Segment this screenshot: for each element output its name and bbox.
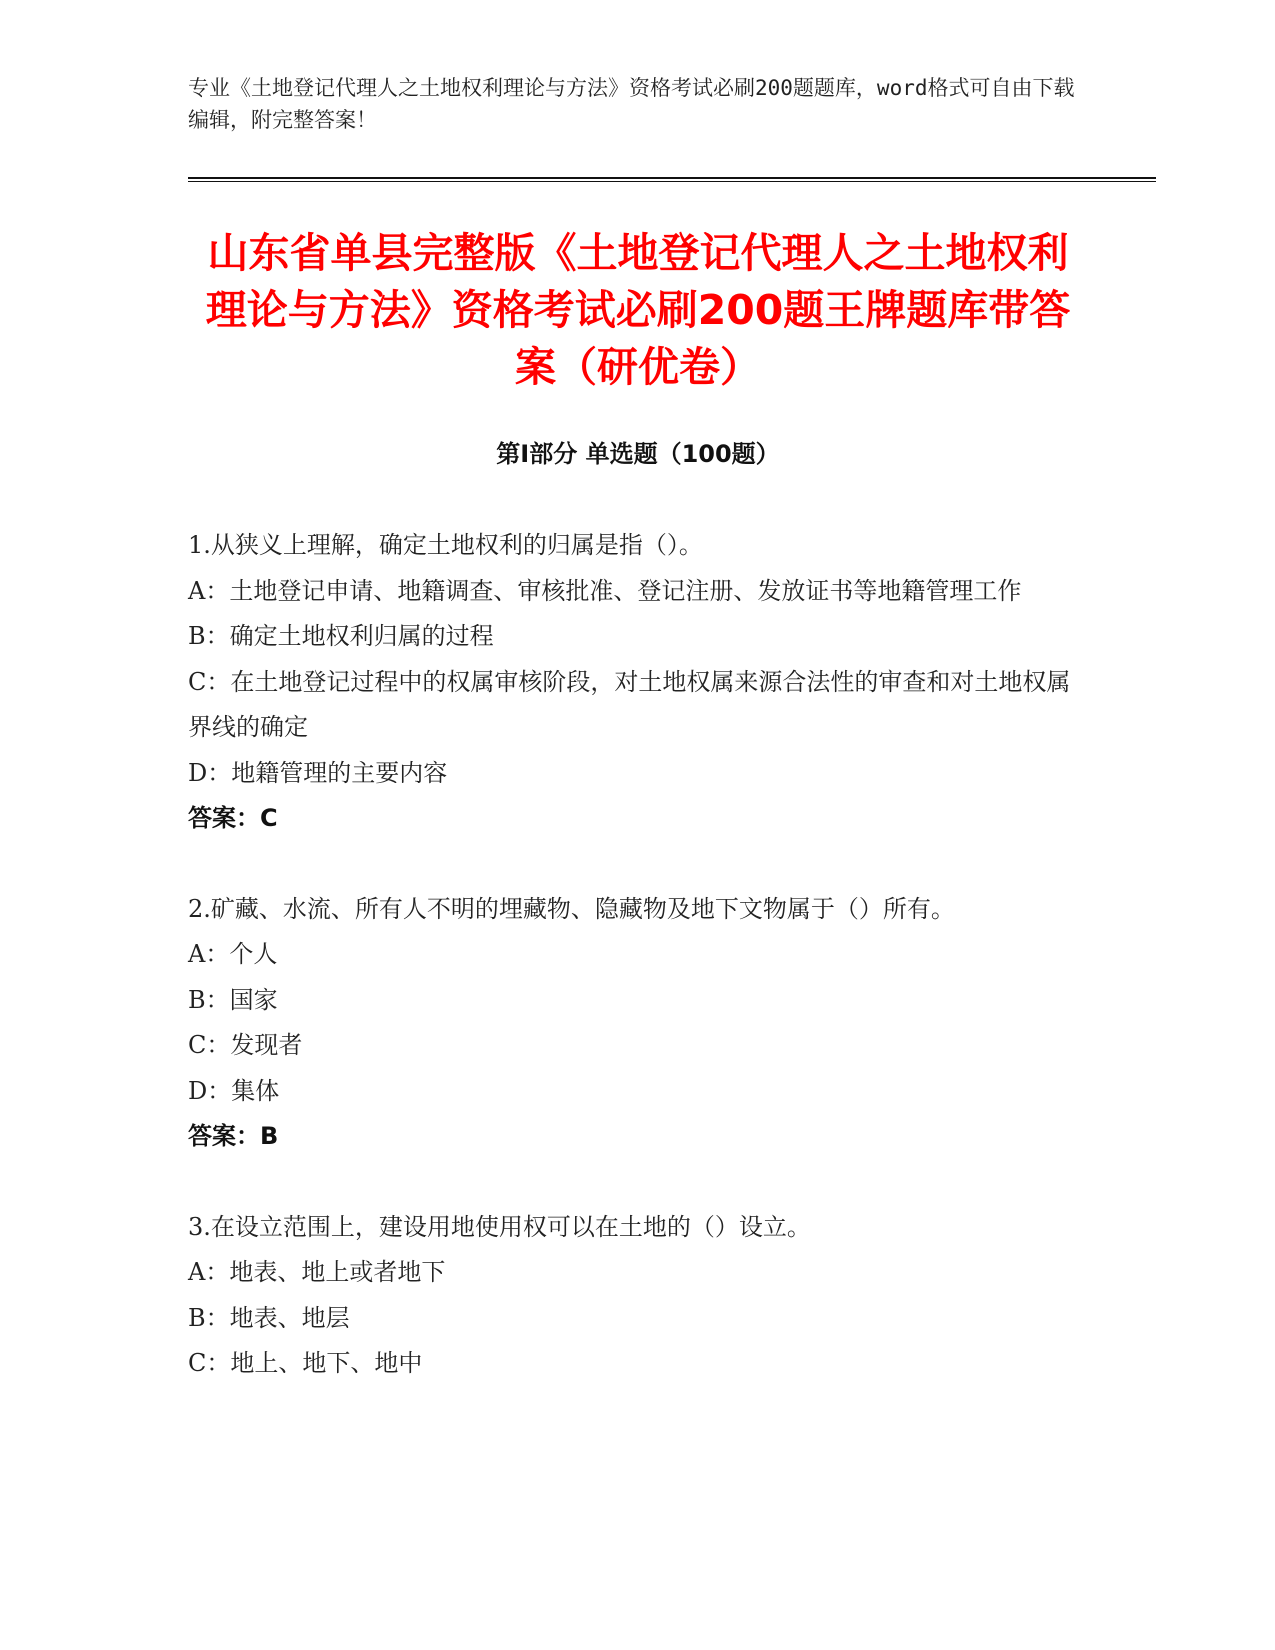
document-title: 山东省单县完整版《土地登记代理人之土地权利理论与方法》资格考试必刷200题王牌题库带答案（研优卷） <box>205 229 1071 391</box>
section-heading: 第Ⅰ部分 单选题（100题） <box>496 440 780 468</box>
question-2 <box>188 887 1093 1160</box>
question-1 <box>188 523 1093 842</box>
page-header-note: 专业《土地登记代理人之土地权利理论与方法》资格考试必刷200题题库，word格式可自由下载编辑，附完整答案！ <box>188 76 1075 132</box>
option-b: B：国家 <box>188 985 278 1014</box>
answer-line: 答案：C <box>188 804 278 832</box>
question-stem: 1.从狭义上理解，确定土地权利的归属是指（）。 <box>188 531 703 559</box>
question-stem: 3.在设立范围上，建设用地使用权可以在土地的（）设立。 <box>188 1212 811 1241</box>
option-d: D：地籍管理的主要内容 <box>188 758 448 787</box>
question-stem: 2.矿藏、水流、所有人不明的埋藏物、隐藏物及地下文物属于（）所有。 <box>188 894 955 923</box>
option-a: A：土地登记申请、地籍调查、审核批准、登记注册、发放证书等地籍管理工作 <box>188 576 1022 605</box>
option-a: A：个人 <box>188 940 278 968</box>
option-d: D：集体 <box>188 1076 280 1105</box>
header-divider <box>188 177 1156 182</box>
option-c: C：在土地登记过程中的权属审核阶段，对土地权属来源合法性的审查和对土地权属界线的确定 <box>188 667 1071 741</box>
question-list <box>188 523 1093 1432</box>
option-c: C：地上、地下、地中 <box>188 1349 423 1377</box>
option-a: A：地表、地上或者地下 <box>188 1258 446 1286</box>
option-b: B：地表、地层 <box>188 1303 350 1332</box>
option-c: C：发现者 <box>188 1031 303 1059</box>
option-b: B：确定土地权利归属的过程 <box>188 622 494 650</box>
answer-line: 答案：B <box>188 1122 279 1150</box>
question-3 <box>188 1205 1093 1387</box>
